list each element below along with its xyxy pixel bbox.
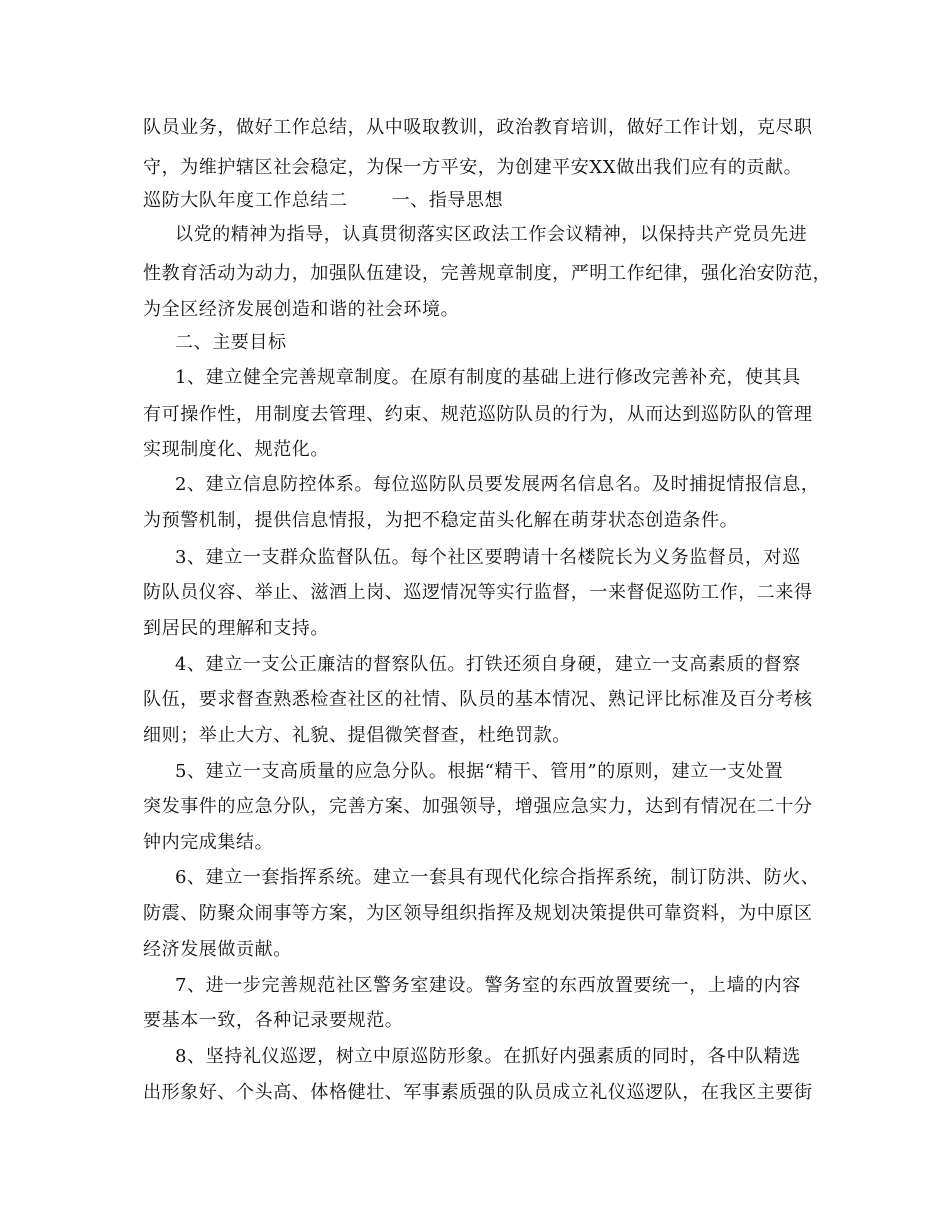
text-line: 经济发展做贡献。 (143, 939, 292, 960)
text-line: 3、建立一支群众监督队伍。每个社区要聘请十名楼院长为义务监督员，对巡 (175, 547, 801, 568)
text-line: 4、建立一支公正廉洁的督察队伍。打铁还须自身硬，建立一支高素质的督察 (175, 654, 801, 675)
section-heading: 二、主要目标 (175, 332, 287, 353)
text-line: 防队员仪容、举止、滋酒上岗、巡逻情况等实行监督，一来督促巡防工作，二来得 (143, 582, 813, 603)
text-line: 为预警机制，提供信息情报，为把不稳定苗头化解在萌芽状态创造条件。 (143, 510, 739, 531)
text-line: 8、坚持礼仪巡逻，树立中原巡防形象。在抓好内强素质的同时，各中队精选 (175, 1046, 801, 1067)
text-line: 2、建立信息防控体系。每位巡防队员要发展两名信息名。及时捕捉情报信息， (175, 474, 820, 495)
text-line: 钟内完成集结。 (143, 832, 274, 853)
section-heading: 一、指导思想 (391, 190, 504, 211)
text-line: 实现制度化、规范化。 (143, 439, 329, 460)
text-line: 到居民的理解和支持。 (143, 618, 329, 639)
text-line: 守，为维护辖区社会稳定，为保一方平安，为创建平安XX做出我们应有的贡献。 (143, 157, 803, 178)
text-line: 有可操作性，用制度去管理、约束、规范巡防队员的行为，从而达到巡防队的管理 (143, 404, 813, 425)
text-line: 细则；举止大方、礼貌、提倡微笑督查，杜绝罚款。 (143, 725, 571, 746)
text-line: 队伍，要求督查熟悉检查社区的社情、队员的基本情况、熟记评比标准及百分考核 (143, 689, 813, 710)
text-line: 1、建立健全完善规章制度。在原有制度的基础上进行修改完善补充，使其具 (175, 367, 801, 388)
text-line: 以党的精神为指导，认真贯彻落实区政法工作会议精神，以保持共产党员先进 (175, 224, 808, 245)
text-line: 5、建立一支高质量的应急分队。根据“精干、管用”的原则，建立一支处置 (175, 761, 784, 782)
text-line: 出形象好、个头高、体格健壮、军事素质强的队员成立礼仪巡逻队，在我区主要街 (143, 1082, 813, 1103)
document-subtitle: 巡防大队年度工作总结二 (143, 190, 348, 211)
text-line: 防震、防聚众闹事等方案，为区领导组织指挥及规划决策提供可靠资料，为中原区 (143, 903, 813, 924)
text-line: 队员业务，做好工作总结，从中吸取教训，政治教育培训，做好工作计划，克尽职 (143, 117, 813, 138)
text-line: 为全区经济发展创造和谐的社会环境。 (143, 299, 460, 320)
text-line: 性教育活动为动力，加强队伍建设，完善规章制度，严明工作纪律，强化治安防范， (143, 263, 832, 284)
text-line: 要基本一致，各种记录要规范。 (143, 1010, 404, 1031)
text-line: 7、进一步完善规范社区警务室建设。警务室的东西放置要统一，上墙的内容 (175, 975, 801, 996)
text-line: 6、建立一套指挥系统。建立一套具有现代化综合指挥系统，制订防洪、防火、 (175, 867, 820, 888)
text-line: 突发事件的应急分队，完善方案、加强领导，增强应急实力，达到有情况在二十分 (143, 796, 813, 817)
section-heading-line (143, 189, 823, 213)
